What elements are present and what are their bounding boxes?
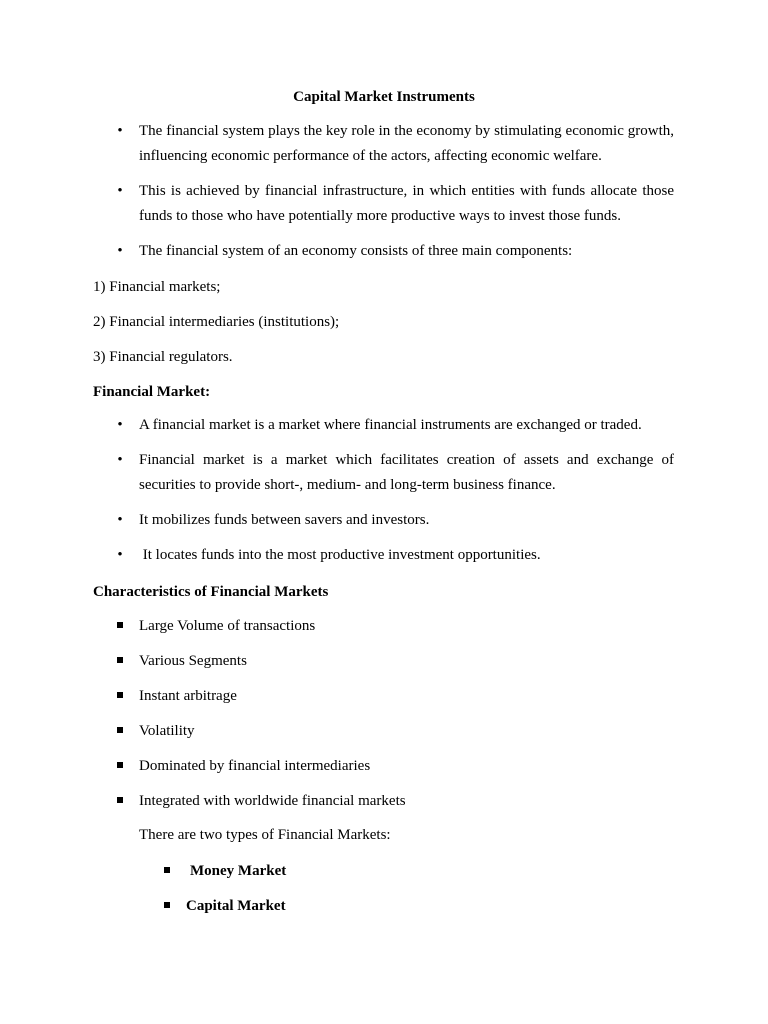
intro-bullet-3: The financial system of an economy consists of three main components:: [139, 243, 573, 259]
document-title: Capital Market Instruments: [293, 89, 475, 105]
market-type-capital: Capital Market: [186, 898, 286, 914]
financial-market-bullet-2: Financial market is a market which facilitates creation of assets and exchange of securities to provide short-, medium- and long-term business finance.: [139, 452, 674, 493]
square-bullet: [117, 692, 123, 698]
bullet-dot: •: [117, 123, 123, 139]
financial-market-bullet-4: It locates funds into the most productive investment opportunities.: [139, 547, 541, 563]
characteristic-item-3: Instant arbitrage: [139, 688, 237, 704]
bullet-dot: •: [117, 243, 123, 259]
financial-market-heading: Financial Market:: [93, 384, 211, 400]
square-bullet: [117, 727, 123, 733]
square-bullet: [117, 622, 123, 628]
square-bullet: [164, 902, 170, 908]
types-intro: There are two types of Financial Markets:: [139, 827, 391, 843]
bullet-dot: •: [117, 512, 123, 528]
intro-bullet-1: The financial system plays the key role in the economy by stimulating economic growth, influencing economic performance of the actors, affecting economic welfare.: [139, 123, 674, 164]
square-bullet: [164, 867, 170, 873]
bullet-dot: •: [117, 547, 123, 563]
component-item-3: 3) Financial regulators.: [93, 349, 233, 365]
component-item-2: 2) Financial intermediaries (institutions);: [93, 314, 340, 330]
financial-market-bullet-3: It mobilizes funds between savers and investors.: [139, 512, 430, 528]
bullet-dot: •: [117, 452, 123, 468]
intro-bullet-2: This is achieved by financial infrastructure, in which entities with funds allocate those funds to those who have potentially more productive ways to invest those funds.: [139, 183, 674, 224]
square-bullet: [117, 657, 123, 663]
characteristic-item-1: Large Volume of transactions: [139, 618, 316, 634]
characteristic-item-6: Integrated with worldwide financial markets: [139, 793, 406, 809]
bullet-dot: •: [117, 417, 123, 433]
characteristics-heading: Characteristics of Financial Markets: [93, 584, 329, 600]
financial-market-bullet-1: A financial market is a market where financial instruments are exchanged or traded.: [139, 417, 642, 433]
market-type-money: Money Market: [190, 863, 287, 879]
square-bullet: [117, 797, 123, 803]
component-item-1: 1) Financial markets;: [93, 279, 221, 295]
bullet-dot: •: [117, 183, 123, 199]
characteristic-item-5: Dominated by financial intermediaries: [139, 758, 371, 774]
characteristic-item-4: Volatility: [139, 723, 195, 739]
square-bullet: [117, 762, 123, 768]
characteristic-item-2: Various Segments: [139, 653, 247, 669]
